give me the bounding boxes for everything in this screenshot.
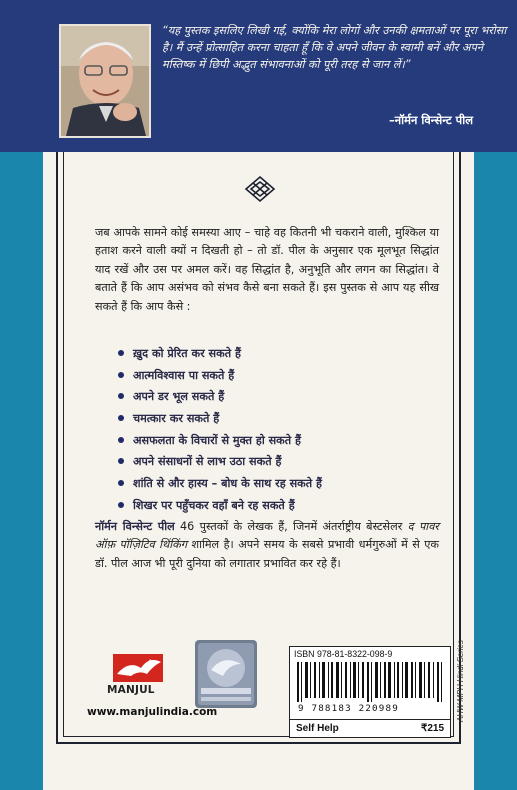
- author-photo: [59, 24, 151, 138]
- bullet-icon: [118, 502, 124, 508]
- series-label: [456, 622, 470, 722]
- series-text: AHW MPH Hindi Series: [456, 640, 465, 722]
- book-title: द पावर ऑफ़ पॉज़िटिव थिंकिंग: [95, 520, 439, 552]
- author-quote: “यह पुस्तक इसलिए लिखी गई, क्योंकि मेरा लोगों और उनकी क्षमताओं पर पूरा भरोसा है। मैं उन्हें प्रोत्साहित करना चाहता हूँ कि वे अपने जीवन के स्वामी बनें और अपने मस्तिष्क में छिपी अद्भुत संभावनाओं को पूरी तरह से जान लें।”: [162, 24, 507, 71]
- bullet-icon: [118, 372, 124, 378]
- list-item-label: आत्मविश्वास पा सकते हैं: [133, 368, 235, 382]
- list-item-label: ख़ुद को प्रेरित कर सकते हैं: [133, 347, 241, 360]
- quote-band: [0, 0, 517, 152]
- publisher-website: www.manjulindia.com: [87, 706, 218, 718]
- hologram-seal-icon: [195, 640, 257, 708]
- bullet-icon: [118, 393, 124, 399]
- ornament-icon: [243, 174, 277, 204]
- barcode-box: [289, 646, 451, 720]
- list-item: [118, 366, 438, 388]
- price-label: ₹215: [420, 723, 444, 734]
- list-item-label: शिखर पर पहुँचकर वहाँ बने रह सकते हैं: [133, 498, 295, 512]
- list-item-label: असफलता के विचारों से मुक्त हो सकते हैं: [133, 433, 301, 447]
- list-item-label: अपने डर भूल सकते हैं: [133, 390, 225, 404]
- bio-text-2: शामिल है। अपने समय के सबसे प्रभावी धर्मगुरुओं में से एक डॉ. पील आज भी पूरी दुनिया को लगातार प्रभावित कर रहे हैं।: [95, 538, 439, 570]
- content-panel: [43, 152, 474, 790]
- bullet-icon: [118, 458, 124, 464]
- intro-paragraph: जब आपके सामने कोई समस्या आए – चाहे वह कितनी भी चकराने वाली, मुश्किल या हताश करने वाली क्यों न दिखती हो – तो डॉ. पील के अनुसार एक मूलभूत सिद्धांत याद रखें और उस पर अमल करें। वह सिद्धांत है, अनुभूति और लगन का सिद्धांत। वे बताते हैं कि आप असंभव को संभव कैसे बना सकते हैं। इस पुस्तक से आप यह सीख सकते हैं कि आप कैसे :: [95, 226, 439, 313]
- bullet-icon: [118, 480, 124, 486]
- publisher-logo-text: MANJUL: [107, 684, 155, 696]
- barcode-number: 9 788183 220989: [298, 703, 399, 714]
- list-item-label: अपने संसाधनों से लाभ उठा सकते हैं: [133, 455, 282, 469]
- price-row: [289, 720, 451, 738]
- list-item: [118, 496, 438, 518]
- list-item: [118, 409, 438, 431]
- list-item-label: शांति से और हास्य – बोध के साथ रह सकते हैं: [133, 477, 322, 491]
- category-label: Self Help: [296, 723, 339, 734]
- list-item: [118, 344, 438, 366]
- barcode-icon: [295, 662, 445, 702]
- benefits-list: [118, 344, 438, 518]
- author-name: नॉर्मन विन्सेन्ट पील: [95, 520, 175, 533]
- list-item-label: चमत्कार कर सकते हैं: [133, 412, 220, 426]
- list-item: [118, 474, 438, 496]
- quote-author: –नॉर्मन विन्सेन्ट पील: [389, 113, 473, 127]
- author-bio: [95, 518, 439, 573]
- bullet-icon: [118, 415, 124, 421]
- list-item: [118, 452, 438, 474]
- bullet-icon: [118, 437, 124, 443]
- bio-text-1: 46 पुस्तकों के लेखक हैं, जिनमें अंतर्राष्ट्रीय बेस्टसेलर: [174, 520, 408, 533]
- list-item: [118, 431, 438, 453]
- isbn-number: ISBN 978-81-8322-098-9: [294, 649, 393, 659]
- bullet-icon: [118, 350, 124, 356]
- list-item: [118, 387, 438, 409]
